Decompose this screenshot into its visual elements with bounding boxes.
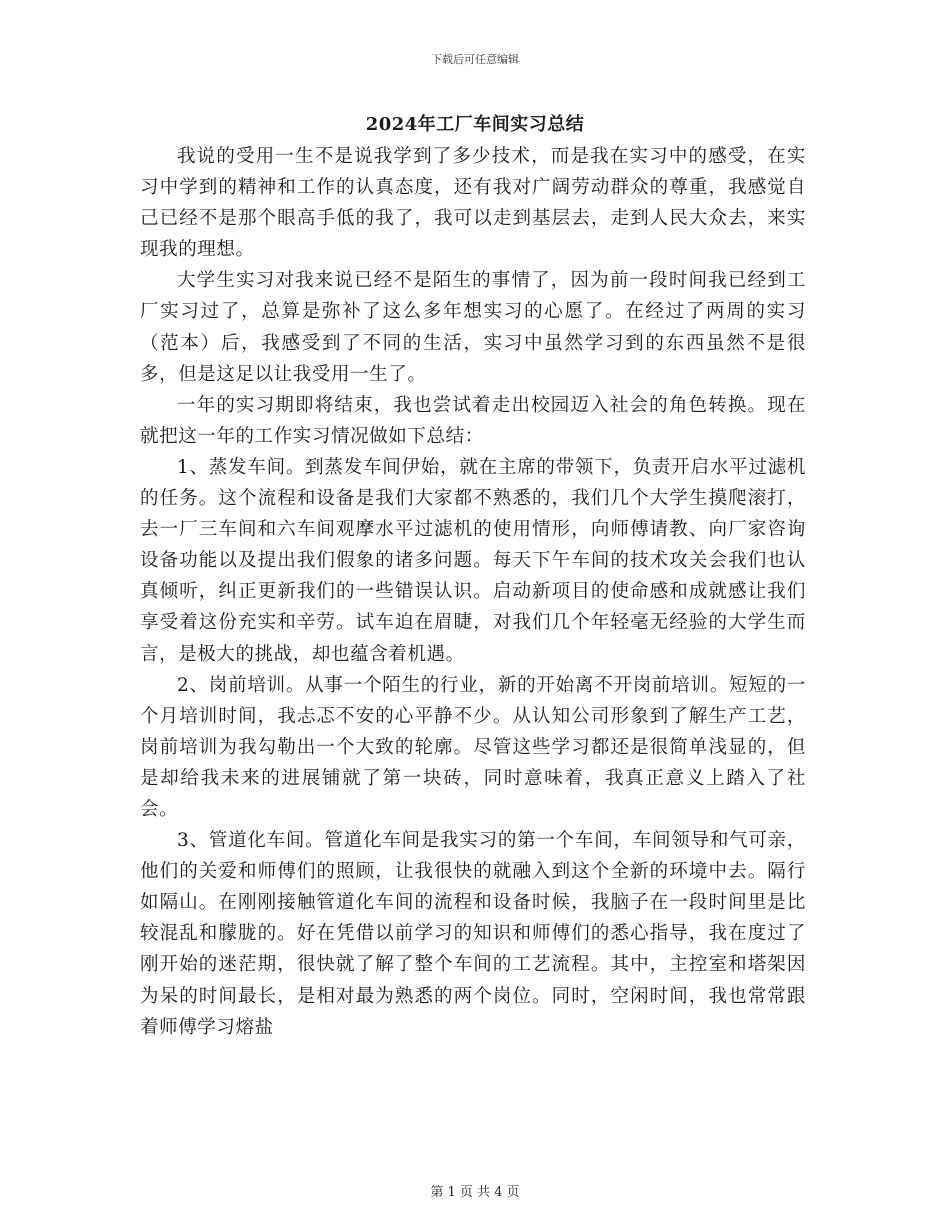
paragraph: 3、管道化车间。管道化车间是我实习的第一个车间，车间领导和气可亲，他们的关爱和师傅们的照顾，让我很快的就融入到这个全新的环境中去。隔行如隔山。在刚刚接触管道化车间的流程和设备时候，我脑子在一段时间里是比较混乱和朦胧的。好在凭借以前学习的知识和师傅们的悉心指导，我在度过了刚开始的迷茫期，很快就了解了整个车间的工艺流程。其中，主控室和塔架因为呆的时间最长，是相对最为熟悉的两个岗位。同时，空闲时间，我也常常跟着师傅学习熔盐 <box>140 830 806 1038</box>
paragraph: 一年的实习期即将结束，我也尝试着走出校园迈入社会的角色转换。现在就把这一年的工作实习情况做如下总结： <box>140 394 806 447</box>
paragraph: 2、岗前培训。从事一个陌生的行业，新的开始离不开岗前培训。短短的一个月培训时间，我忐忑不安的心平静不少。从认知公司形象到了解生产工艺，岗前培训为我勾勒出一个大致的轮廓。尽管这些学习都还是很简单浅显的，但是却给我未来的进展铺就了第一块砖，同时意味着，我真正意义上踏入了社会。 <box>140 674 806 820</box>
paragraph: 我说的受用一生不是说我学到了多少技术，而是我在实习中的感受，在实习中学到的精神和工作的认真态度，还有我对广阔劳动群众的尊重，我感觉自己已经不是那个眼高手低的我了，我可以走到基层去，走到人民大众去，来实现我的理想。 <box>140 146 806 261</box>
document-title: 2024年工厂车间实习总结 <box>365 114 585 135</box>
document-body <box>140 141 806 1043</box>
paragraph: 大学生实习对我来说已经不是陌生的事情了，因为前一段时间我已经到工厂实习过了，总算是弥补了这么多年想实习的心愿了。在经过了两周的实习（范本）后，我感受到了不同的生活，实习中虽然学习到的东西虽然不是很多，但是这足以让我受用一生了。 <box>140 270 806 385</box>
paragraph: 1、蒸发车间。到蒸发车间伊始，就在主席的带领下，负责开启水平过滤机的任务。这个流程和设备是我们大家都不熟悉的，我们几个大学生摸爬滚打，去一厂三车间和六车间观摩水平过滤机的使用情形，向师傅请教、向厂家咨询设备功能以及提出我们假象的诸多问题。每天下午车间的技术攻关会我们也认真倾听，纠正更新我们的一些错误认识。启动新项目的使命感和成就感让我们享受着这份充实和辛劳。试车迫在眉睫，对我们几个年轻毫无经验的大学生而言，是极大的挑战，却也蕴含着机遇。 <box>140 456 806 665</box>
page-indicator: 第 1 页 共 4 页 <box>430 1185 520 1200</box>
download-note: 下载后可任意编辑 <box>431 53 519 66</box>
